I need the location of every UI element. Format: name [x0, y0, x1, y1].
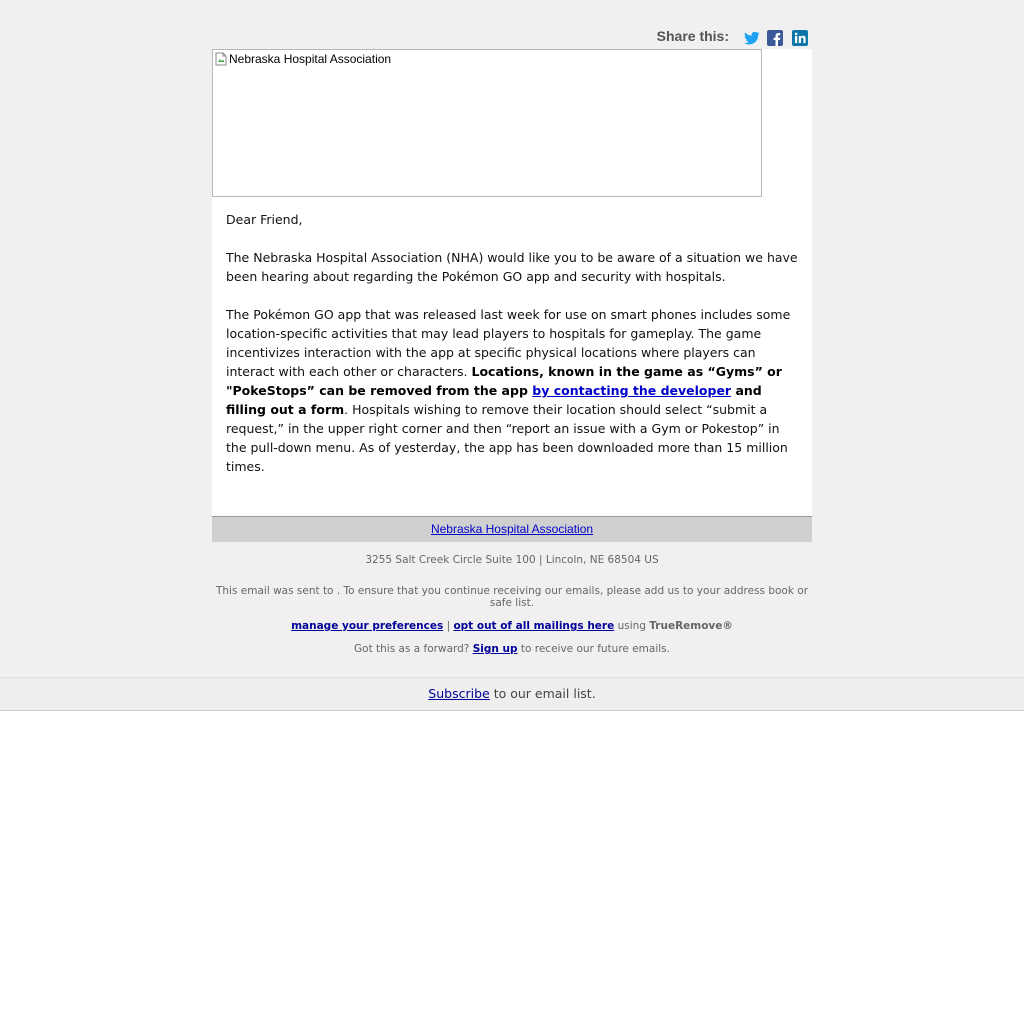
bold-remove-notice: Locations, known in the game as “Gyms” or "PokeStops” can be removed from the app [226, 364, 782, 398]
greeting: Dear Friend, [226, 212, 303, 227]
share-label: Share this: [656, 28, 729, 44]
logo-alt-text [215, 52, 391, 66]
paragraph-details-intro: The Pokémon GO app that was released last week for use on smart phones includes some location-specific activities that may lead players to hospitals for gameplay. The game incentivizes interaction with the app at specific physical locations where players can interact with each other or characters. [226, 307, 791, 379]
facebook-icon[interactable] [767, 30, 783, 46]
header-logo-image [212, 49, 762, 197]
share-row [212, 0, 812, 49]
bold-form-notice: and filling out a form [226, 383, 762, 417]
linkedin-icon[interactable] [792, 30, 808, 46]
opt-out-link[interactable]: opt out of all mailings here [453, 620, 615, 632]
sign-up-link[interactable]: Sign up [472, 643, 518, 655]
subscribe-link[interactable]: Subscribe [428, 686, 490, 701]
trueremove-brand: TrueRemove® [649, 620, 733, 632]
email-body [212, 197, 812, 516]
paragraph-details-rest: . Hospitals wishing to remove their location should select “submit a request,” in the upper right corner and then “report an issue with a Gym or Pokestop” in the pull-down menu. As of yesterday, the app has been downloaded more than 15 million times. [226, 402, 788, 474]
subscribe-rest-text: to our email list. [493, 686, 596, 701]
footer-org-bar [212, 516, 812, 542]
footer-notice: This email was sent to . To ensure that you continue receiving our emails, please add us to your address book or safe list. [215, 585, 809, 609]
footer-separator: | [446, 620, 451, 632]
manage-preferences-link[interactable]: manage your preferences [291, 620, 444, 632]
subscribe-bar [0, 677, 1024, 711]
footer-links [212, 620, 812, 632]
paragraph-intro: The Nebraska Hospital Association (NHA) would like you to be aware of a situation we have been hearing about regarding the Pokémon GO app and security with hospitals. [226, 250, 798, 284]
paragraph-details [226, 305, 798, 476]
twitter-icon[interactable] [744, 30, 760, 46]
footer-forward [212, 643, 812, 655]
footer-address: 3255 Salt Creek Circle Suite 100 | Lincoln, NE 68504 US [365, 554, 659, 566]
forward-rest-text: to receive our future emails. [520, 643, 670, 655]
email-container [212, 0, 812, 655]
logo-alt-label: Nebraska Hospital Association [229, 52, 392, 66]
email-card [212, 49, 812, 516]
forward-text: Got this as a forward? [354, 643, 470, 655]
footer-info [212, 542, 812, 655]
broken-image-icon [215, 52, 227, 66]
using-text: using [617, 620, 646, 632]
org-link[interactable]: Nebraska Hospital Association [430, 522, 594, 536]
contact-developer-link[interactable]: by contacting the developer [532, 383, 732, 398]
